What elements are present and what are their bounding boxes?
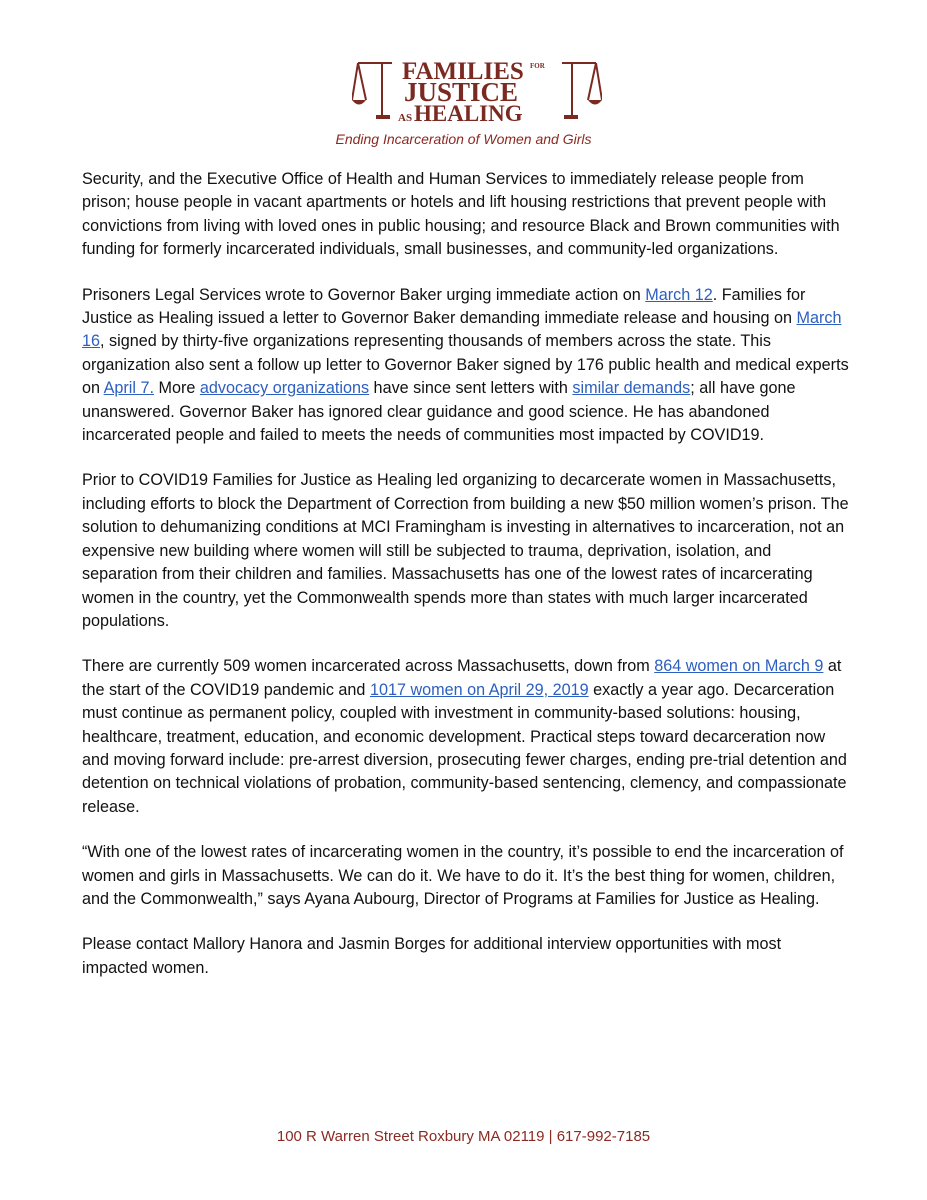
text: at the start of the COVID19 pandemic and <box>82 657 842 699</box>
text: . Families for Justice as Healing issued a letter to Governor Baker demanding immediate release and housing on <box>82 285 806 328</box>
text: Prisoners Legal Services wrote to Governor Baker urging immediate action on <box>82 285 646 304</box>
svg-text:FOR: FOR <box>530 62 545 70</box>
paragraph <box>82 841 850 911</box>
text: Security, and the Executive Office of Health and Human Services to immediately release people from prison; house people in vacant apartments or hotels and lift housing restrictions that prevent people with convictions from living with loved ones in public housing; and resource Black and Brown communities with funding for formerly incarcerated individuals, small businesses, and community-led organizations. <box>82 170 840 259</box>
text: exactly a year ago. Decarceration must continue as permanent policy, coupled with investment in community-based solutions: housing, healthcare, treatment, education, and economic development. Practical steps toward decarceration now and moving forward include: pre-arrest diversion, prosecuting fewer charges, ending pre-trial detention and detention on technical violations of probation, community-based sentencing, clemency, and compassionate release. <box>82 680 847 816</box>
text: More <box>154 379 200 398</box>
link[interactable]: similar demands <box>572 379 691 398</box>
text: “With one of the lowest rates of incarcerating women in the country, it’s possible to end the incarceration of women and girls in Massachusetts. We can do it. We have to do it. It’s the best thing for women, children, and the Commonwealth,” says Ayana Aubourg, Director of Programs at Families for Justice as Healing. <box>82 843 844 908</box>
paragraph <box>82 469 850 633</box>
text: , signed by thirty-five organizations representing thousands of members across the state. This organization also sent a follow up letter to Governor Baker signed by 176 public health and medical experts on <box>82 332 849 398</box>
svg-text:AS: AS <box>398 112 413 124</box>
tagline: Ending Incarceration of Women and Girls <box>335 131 592 147</box>
paragraph <box>82 933 850 980</box>
paragraph <box>82 168 850 262</box>
text: Please contact Mallory Hanora and Jasmin Borges for additional interview opportunities with most impacted women. <box>82 935 782 977</box>
paragraph <box>82 655 850 819</box>
svg-text:HEALING: HEALING <box>414 101 523 125</box>
link[interactable]: advocacy organizations <box>199 379 370 398</box>
footer-address: 100 R Warren Street Roxbury MA 02119 | 617-992-7185 <box>276 1128 651 1145</box>
svg-text:FAMILIES: FAMILIES <box>402 58 524 85</box>
paragraph <box>82 284 850 448</box>
link[interactable]: April 7. <box>103 379 154 398</box>
text: have since sent letters with <box>369 379 573 398</box>
link[interactable]: March 16 <box>82 309 842 351</box>
text: ; all have gone unanswered. Governor Baker has ignored clear guidance and good science. He has abandoned incarcerated people and failed to meets the needs of communities most impacted by COVID19. <box>82 379 796 445</box>
svg-text:JUSTICE: JUSTICE <box>404 77 519 107</box>
text: Prior to COVID19 Families for Justice as Healing led organizing to decarcerate women in Massachusetts, including efforts to block the Department of Correction from building a new $50 million women’s prison. The solution to dehumanizing conditions at MCI Framingham is investing in alternatives to incarceration, not an expensive new building where women will still be subjected to trauma, deprivation, isolation, and separation from their children and families. Massachusetts has one of the lowest rates of incarcerating women in the country, yet the Commonwealth spends more than states with much larger incarcerated populations. <box>82 471 849 630</box>
link[interactable]: March 12 <box>645 285 713 304</box>
link[interactable]: 1017 women on April 29, 2019 <box>369 680 589 699</box>
link[interactable]: 864 women on March 9 <box>654 657 824 676</box>
document-body <box>82 168 850 1002</box>
text: There are currently 509 women incarcerated across Massachusetts, down from <box>82 657 655 676</box>
logo <box>352 55 602 125</box>
